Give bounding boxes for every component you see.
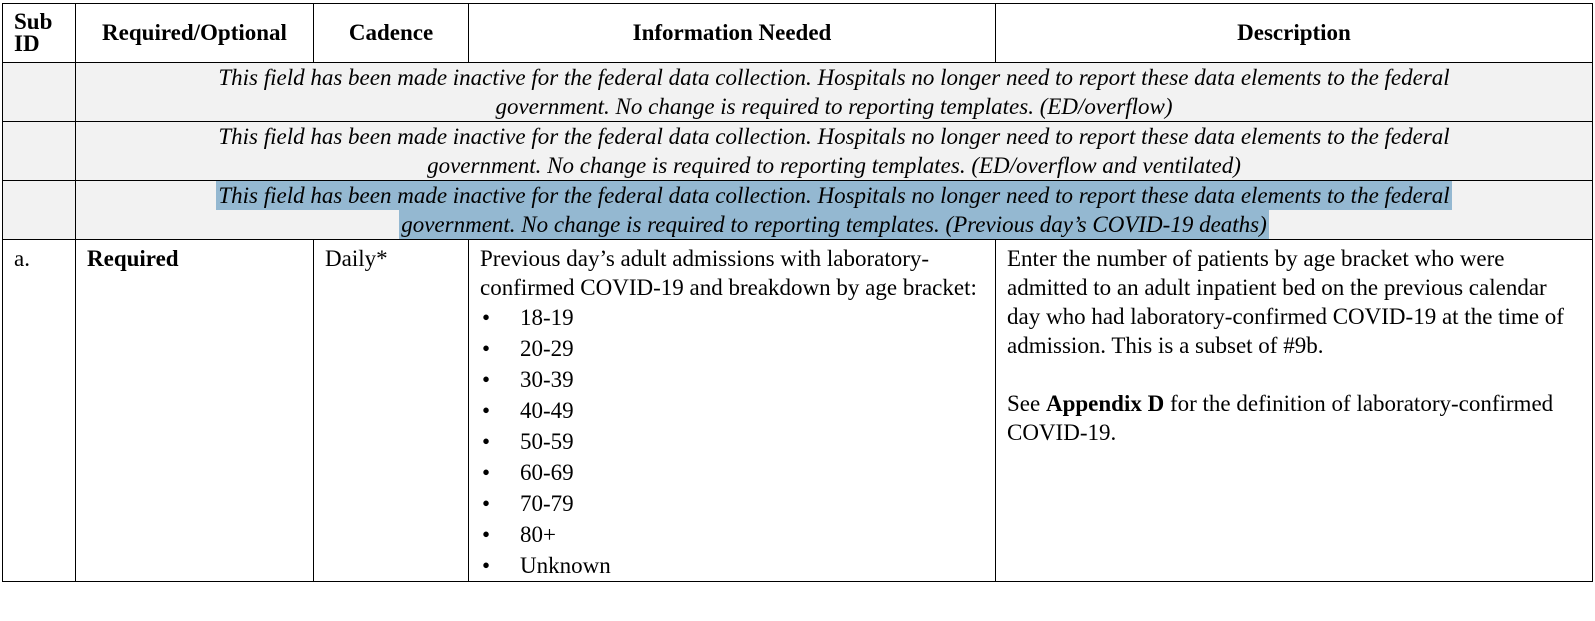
age-bracket-label: 50-59 <box>520 429 574 454</box>
age-bracket-item <box>480 364 985 395</box>
age-bracket-label: 20-29 <box>520 336 574 361</box>
age-bracket-item <box>480 519 985 550</box>
age-bracket-label: 60-69 <box>520 460 574 485</box>
inactive-note-3-line2[interactable]: government. No change is required to reporting templates. (Previous day’s COVID-19 deaths) <box>401 212 1267 237</box>
row-a-information-needed <box>469 240 996 582</box>
row-a-description-p2 <box>1007 389 1582 447</box>
age-bracket-item <box>480 488 985 519</box>
col-header-information-needed: Information Needed <box>469 4 996 63</box>
row-a-cadence: Daily* <box>314 240 469 582</box>
inactive-note-2-line2: government. No change is required to reporting templates. (ED/overflow and ventilated) <box>427 153 1241 178</box>
age-bracket-label: 40-49 <box>520 398 574 423</box>
bullet-icon: • <box>482 553 491 578</box>
row-a-description <box>996 240 1593 582</box>
age-bracket-item <box>480 457 985 488</box>
bullet-icon: • <box>482 522 491 547</box>
age-bracket-label: Unknown <box>520 553 611 578</box>
age-bracket-item <box>480 395 985 426</box>
age-bracket-label: 30-39 <box>520 367 574 392</box>
note-row-3-sub-id-cell <box>3 181 76 240</box>
inactive-note-1-line2: government. No change is required to reporting templates. (ED/overflow) <box>495 94 1173 119</box>
inactive-note-1 <box>76 63 1593 122</box>
bullet-icon: • <box>482 367 491 392</box>
col-header-required-optional: Required/Optional <box>76 4 314 63</box>
age-bracket-item <box>480 550 985 581</box>
age-bracket-list <box>480 302 985 581</box>
row-a-sub-id: a. <box>3 240 76 582</box>
col-header-description: Description <box>996 4 1593 63</box>
inactive-note-row-3 <box>3 181 1593 240</box>
inactive-note-row-2 <box>3 122 1593 181</box>
reporting-spec-table <box>2 3 1593 582</box>
row-a-description-p1: Enter the number of patients by age bracket who were admitted to an adult inpatient bed on the previous calendar day who had laboratory-confirmed COVID-19 at the time of admission. This is a subset of #9b. <box>1007 246 1564 358</box>
bullet-icon: • <box>482 398 491 423</box>
bullet-icon: • <box>482 429 491 454</box>
appendix-ref-pre: See <box>1007 391 1046 416</box>
table-row-a <box>3 240 1593 582</box>
age-bracket-label: 80+ <box>520 522 556 547</box>
inactive-note-3-selected[interactable] <box>76 181 1593 240</box>
inactive-note-row-1 <box>3 63 1593 122</box>
age-bracket-label: 70-79 <box>520 491 574 516</box>
age-bracket-item <box>480 426 985 457</box>
age-bracket-item <box>480 333 985 364</box>
row-a-required: Required <box>76 240 314 582</box>
note-row-1-sub-id-cell <box>3 63 76 122</box>
bullet-icon: • <box>482 460 491 485</box>
row-a-info-intro: Previous day’s adult admissions with laboratory-confirmed COVID-19 and breakdown by age bracket: <box>480 246 977 300</box>
col-header-cadence: Cadence <box>314 4 469 63</box>
age-bracket-label: 18-19 <box>520 305 574 330</box>
appendix-ref-post: for the definition of laboratory-confirmed COVID-19. <box>1007 391 1554 445</box>
bullet-icon: • <box>482 305 491 330</box>
bullet-icon: • <box>482 491 491 516</box>
note-row-2-sub-id-cell <box>3 122 76 181</box>
inactive-note-2 <box>76 122 1593 181</box>
inactive-note-2-line1: This field has been made inactive for the federal data collection. Hospitals no longer need to report these data elements to the federal <box>218 124 1450 149</box>
header-row <box>3 4 1593 63</box>
inactive-note-3-line1[interactable]: This field has been made inactive for the federal data collection. Hospitals no longer need to report these data elements to the federal <box>218 183 1450 208</box>
age-bracket-item <box>480 302 985 333</box>
col-header-sub-id: Sub ID <box>3 4 76 63</box>
appendix-d-reference: Appendix D <box>1045 391 1165 416</box>
bullet-icon: • <box>482 336 491 361</box>
inactive-note-1-line1: This field has been made inactive for the federal data collection. Hospitals no longer need to report these data elements to the federal <box>218 65 1450 90</box>
